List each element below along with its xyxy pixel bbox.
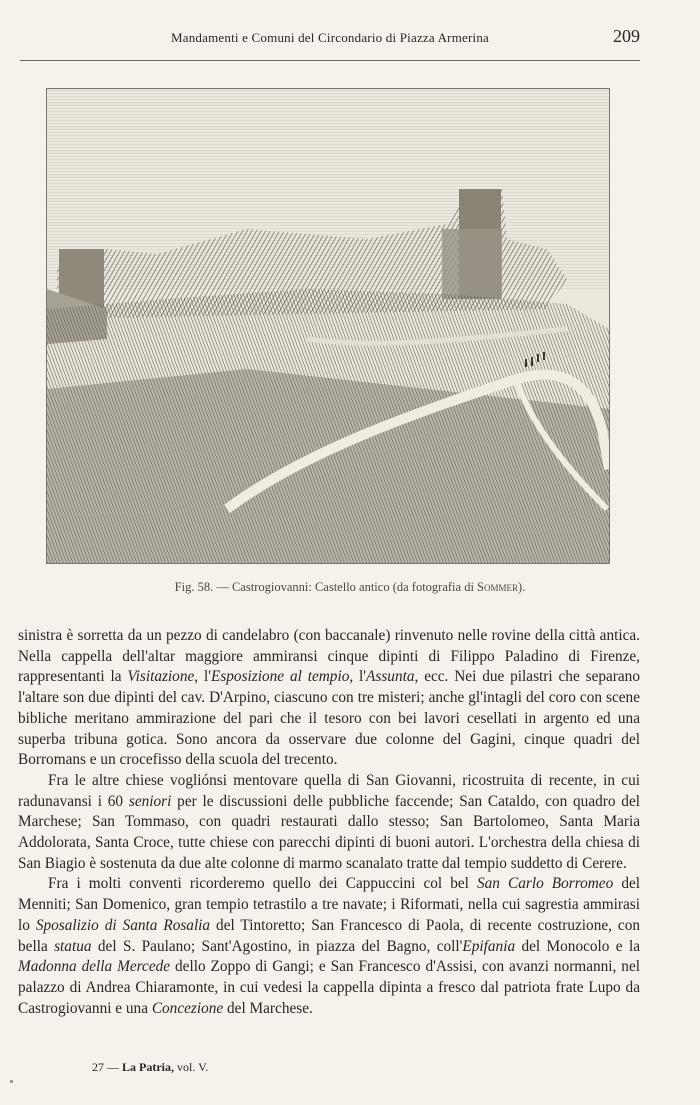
text-run: per le discussioni delle pubbliche faccende; San Cataldo, con quadro del Marchese; San Tommaso, con quadri restaurati dallo stesso; San Bartolomeo, Santa Maria Addolorata, Santa Croce, tutte chiese con parecchi dipinti di buoni autori. L'orchestra della chiesa di San Biagio è sostenuta da due alte colonne di marmo scanalato tratte dal tempio suddetto di Cerere.	[18, 792, 640, 872]
italic-title: Assunta	[366, 668, 415, 686]
text-run: , l'	[349, 668, 367, 686]
italic-title: Esposizione al tempio	[210, 668, 350, 686]
text-run: del Tintoretto; San Francesco di Paola, di recente costruzione, con bella	[18, 916, 641, 955]
italic-title: statua	[54, 937, 92, 955]
paragraph-3	[18, 874, 640, 1019]
volume-label: vol. V.	[174, 1060, 209, 1074]
text-run: del Marchese.	[223, 999, 313, 1017]
signature-number: 27 —	[92, 1060, 122, 1074]
figure-caption	[0, 580, 700, 595]
italic-title: Madonna della Mercede	[18, 958, 171, 976]
italic-title: Epifania	[462, 937, 516, 955]
italic-title: Sposalizio di Santa Rosalia	[35, 916, 211, 934]
footer-signature	[92, 1060, 208, 1075]
body-text	[18, 626, 640, 1019]
text-run: del S. Paulano; Sant'Agostino, in piazza del Bagno, coll'	[91, 937, 463, 955]
publication-title: La Patria,	[122, 1060, 174, 1074]
paper-speck	[10, 1080, 13, 1083]
text-run: dello Zoppo di Gangi; e San Francesco d'Assisi, con avanzi normanni, nel palazzo di Andrea Chiaramonte, in cui vedesi la cappella dipinta a fresco dal patriota frate Lupo da Castrogiovanni e una	[18, 958, 640, 1017]
italic-title: San Carlo Borromeo	[477, 875, 614, 893]
text-run: del Monocolo e la	[515, 937, 641, 955]
castle-engraving	[46, 88, 610, 564]
running-title: Mandamenti e Comuni del Circondario di Piazza Armerina	[170, 30, 490, 45]
page-number: 209	[613, 26, 640, 46]
text-run: Fra i molti conventi ricorderemo quello dei Cappuccini col bel	[48, 875, 477, 893]
paragraph-2	[18, 771, 640, 875]
text-run: del Menniti; San Domenico, gran tempio tetrastilo a tre navate; i Riformati, nella cui sagrestia ammirasi lo	[18, 875, 641, 934]
text-run: Fra le altre chiese vogliónsi mentovare quella di San Giovanni, ricostruita di recente, in cui radunavansi i 60	[18, 771, 640, 810]
italic-title: Visitazione	[127, 668, 195, 686]
paragraph-1	[18, 626, 640, 771]
caption-end: ).	[518, 580, 526, 594]
italic-title: seniori	[128, 792, 172, 810]
text-run: , ecc. Nei due pilastri che separano l'altare son due dipinti del cav. D'Arpino, ciascuno con tre misteri; anche gl'intagli del coro con scene bibliche meritano ammirazione del pari che il tesoro con bei lavori cesellati in argento ed una superba tribuna gotica. Sono ancora da osservare due colonne del Gagini, cinque quadri del Borromans e un crocefisso della scuola del trecento.	[18, 668, 640, 769]
text-run: sinistra è sorretta da un pezzo di candelabro (con baccanale) rinvenuto nelle rovine della città antica. Nella cappella dell'altar maggiore ammiransi cinque dipinti di Filippo Paladino di Firenze, rappresentanti la	[18, 627, 640, 686]
caption-text: Fig. 58. — Castrogiovanni: Castello antico (da fotografia di	[174, 580, 478, 594]
caption-author: Sommer	[477, 580, 519, 594]
italic-title: Concezione	[151, 999, 224, 1017]
running-head	[20, 20, 640, 61]
text-run: , l'	[194, 668, 211, 686]
